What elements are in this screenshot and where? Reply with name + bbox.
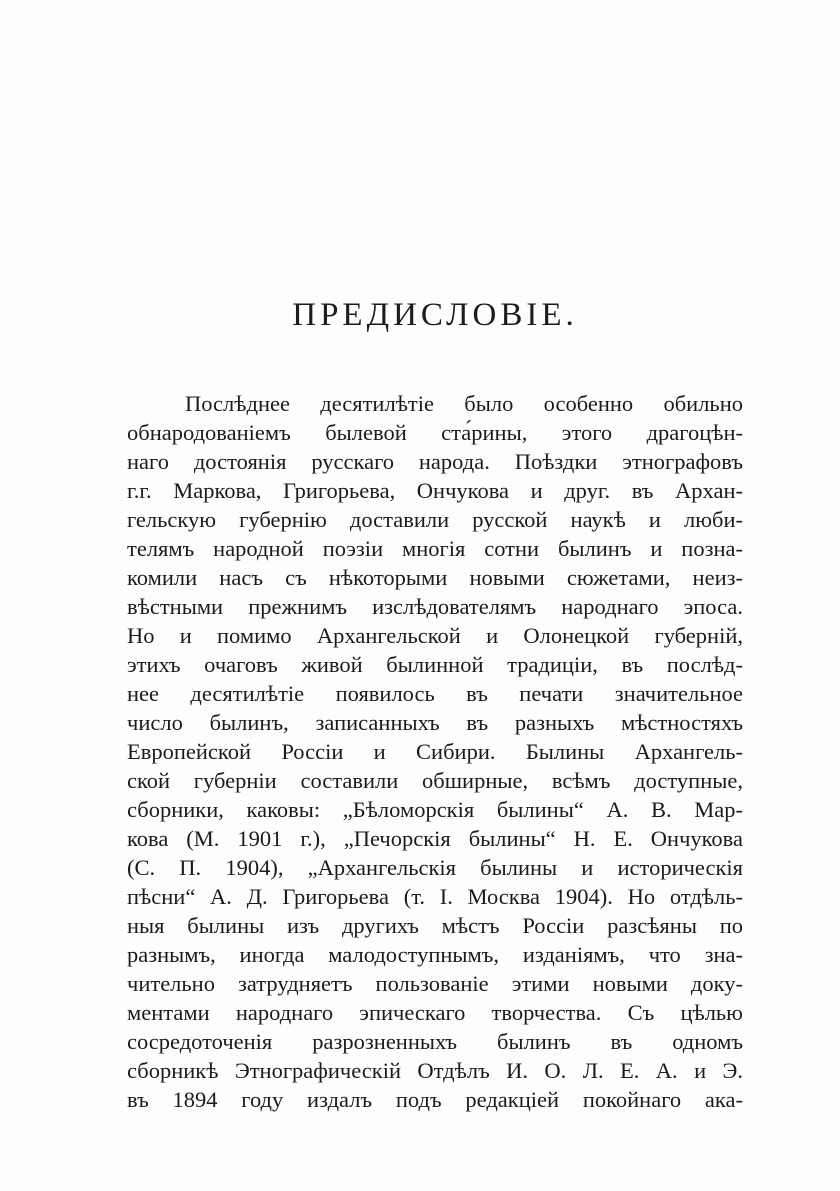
page-title: ПРЕДИСЛОВІЕ. xyxy=(292,297,578,333)
text-line: пѣсни“ А. Д. Григорьева (т. I. Москва 1904). Но отдѣль- xyxy=(127,884,743,909)
text-line: вѣстными прежнимъ изслѣдователямъ народнаго эпоса. xyxy=(127,594,743,619)
text-line: наго достоянія русскаго народа. Поѣздки этнографовъ xyxy=(127,449,743,474)
text-line: комили насъ съ нѣкоторыми новыми сюжетами, неиз- xyxy=(127,565,743,590)
text-line: сосредоточенія разрозненныхъ былинъ въ одномъ xyxy=(127,1029,743,1054)
text-line: разнымъ, иногда малодоступнымъ, изданіямъ, что зна- xyxy=(127,942,743,967)
text-line: Европейской Россіи и Сибири. Былины Архангель- xyxy=(127,739,743,764)
text-line: ментами народнаго эпическаго творчества. Съ цѣлью xyxy=(127,1000,743,1025)
preface-paragraph xyxy=(127,389,743,1114)
text-line: обнародованіемъ былевой ста́рины, этого драгоцѣн- xyxy=(127,420,743,445)
text-line: Но и помимо Архангельской и Олонецкой губерній, xyxy=(127,623,743,648)
text-line: г.г. Маркова, Григорьева, Ончукова и друг. въ Архан- xyxy=(127,478,743,503)
text-line: кова (М. 1901 г.), „Печорскія былины“ Н. Е. Ончукова xyxy=(127,826,743,851)
text-line: чительно затрудняетъ пользованіе этими новыми доку- xyxy=(127,971,743,996)
text-line: сборники, каковы: „Бѣломорскія былины“ А. В. Мар- xyxy=(127,797,743,822)
text-line: этихъ очаговъ живой былинной традиціи, въ послѣд- xyxy=(127,652,743,677)
text-line: нее десятилѣтіе появилось въ печати значительное xyxy=(127,681,743,706)
text-line: телямъ народной поэзіи многія сотни былинъ и позна- xyxy=(127,536,743,561)
text-line: гельскую губернію доставили русской наукѣ и люби- xyxy=(127,507,743,532)
text-line: число былинъ, записанныхъ въ разныхъ мѣстностяхъ xyxy=(127,710,743,735)
text-line: (С. П. 1904), „Архангельскія былины и историческія xyxy=(127,855,743,880)
text-line: сборникѣ Этнографическій Отдѣлъ И. О. Л. Е. А. и Э. xyxy=(127,1058,743,1083)
text-line: ныя былины изъ другихъ мѣстъ Россіи разсѣяны по xyxy=(127,913,743,938)
text-line: въ 1894 году издалъ подъ редакціей покойнаго ака- xyxy=(127,1087,743,1112)
text-line: ской губерніи составили обширные, всѣмъ доступные, xyxy=(127,768,743,793)
text-line: Послѣднее десятилѣтіе было особенно обильно xyxy=(185,391,743,416)
